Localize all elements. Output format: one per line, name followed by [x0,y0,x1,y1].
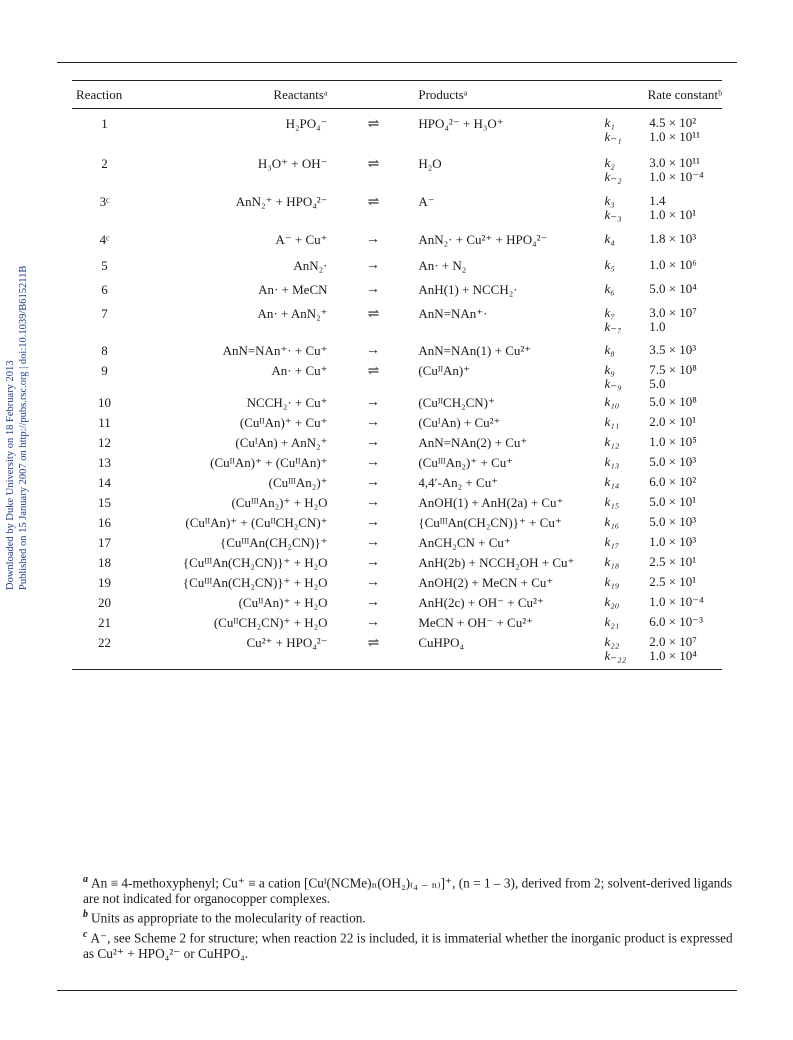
rate-symbol: k₁₇ [604,534,620,549]
rate-symbol: k₁₂ [604,434,620,449]
products-cell: CuHPO₄ [414,631,600,670]
rate-value: 5.0 × 10⁴ [649,281,697,296]
table-row [72,222,722,248]
rate-symbol: k₁₆ [604,514,620,529]
table-row [72,334,722,359]
rate-value-cell [645,359,722,391]
reactants-cell: (CuᴵᴵᴵAn₂)⁺ + H₂O [231,495,328,510]
rate-symbol: k₁₀ [604,394,620,409]
products-cell: (CuᴵᴵCH₂CN)⁺ [418,395,495,410]
reactants-cell: {CuᴵᴵᴵAn(CH₂CN)}⁺ + H₂O [182,575,328,590]
table-row [72,591,722,611]
reaction-number: 1 [101,116,108,131]
rate-value: 5.0 × 10¹ [649,494,697,509]
reaction-arrow: → [365,232,380,247]
rate-symbol-cell [600,431,645,451]
reactants-cell: AnN=NAn⁺· + Cu⁺ [222,343,328,358]
table-row [72,359,722,391]
table-row [72,411,722,431]
rate-symbol-cell [600,144,645,184]
rate-value: 6.0 × 10² [649,474,697,489]
reaction-arrow: → [365,595,380,610]
reaction-number: 13 [98,455,112,470]
rate-symbol-cell [600,611,645,631]
rate-symbol-cell [600,222,645,248]
reaction-table [72,80,722,670]
reactants-cell: NCCH₂· + Cu⁺ [246,395,328,410]
rate-value-cell [645,631,722,670]
reaction-arrow: ⇌ [367,117,379,132]
rate-value: 2.0 × 10¹ [649,414,697,429]
products-cell: 4,4′-An₂ + Cu⁺ [418,475,499,490]
reaction-arrow: ⇌ [367,195,379,210]
header-products: Productsᵃ [414,81,600,109]
reaction-arrow: → [365,615,380,630]
reactants-cell: An· + AnN₂⁺ [257,306,328,321]
rate-value-cell [645,298,722,334]
reactants-cell: H₂PO₄⁻ [285,116,328,131]
rate-symbol: k₄ [604,231,615,246]
table-row [72,391,722,411]
products-cell: AnH(2b) + NCCH₂OH + Cu⁺ [418,555,575,570]
rate-value: 1.0 × 10³ [649,534,697,549]
products-cell: An· + N₂ [418,258,467,273]
table-row [72,611,722,631]
table-row [72,431,722,451]
footnote-c-label: c [83,928,88,940]
reaction-number: 22 [72,631,137,670]
rate-symbol: k₋₉ [604,376,622,391]
rate-value: 1.0 × 10⁻⁴ [649,169,704,184]
rate-symbol: k₋₃ [604,207,622,222]
rate-value-cell [645,451,722,471]
rate-symbol: k₁₄ [604,474,620,489]
rate-value-cell [645,471,722,491]
reaction-arrow: → [365,515,380,530]
rate-symbol-cell [600,334,645,359]
rate-symbol-cell [600,511,645,531]
products-cell: AnOH(2) + MeCN + Cu⁺ [418,575,554,590]
table-row [72,451,722,471]
rate-symbol: k₂₀ [604,594,620,609]
table-row [72,144,722,184]
reaction-arrow: → [365,435,380,450]
rate-symbol-cell [600,591,645,611]
reactants-cell: {CuᴵᴵᴵAn(CH₂CN)}⁺ [220,535,328,550]
reactants-cell: (CuᴵAn) + AnN₂⁺ [235,435,328,450]
footnote-c [83,927,733,962]
table-row [72,511,722,531]
rate-symbol: k₁₈ [604,554,620,569]
table-row [72,298,722,334]
table-header-row [72,81,722,109]
table-row [72,109,722,145]
rate-value: 3.0 × 10¹¹ [649,155,701,170]
rate-value-cell [645,611,722,631]
reaction-arrow: → [365,555,380,570]
rate-symbol-cell [600,631,645,670]
rate-value: 1.4 [649,193,666,208]
footnote-c-text: A⁻, see Scheme 2 for structure; when reaction 22 is included, it is immaterial whether the inorganic product is expressed as Cu²⁺ + HPO₄²⁻ or CuHPO₄. [83,930,733,962]
reaction-number: 21 [98,615,112,630]
reaction-arrow: ⇌ [332,631,415,670]
download-note[interactable]: Downloaded by Duke University on 18 February 2013 [5,360,16,590]
rate-value: 5.0 × 10⁸ [649,394,697,409]
rate-symbol: k₁₉ [604,574,620,589]
rate-symbol-cell [600,411,645,431]
reaction-number: 15 [98,495,112,510]
reaction-number: 14 [98,475,112,490]
reaction-number: 9 [101,363,108,378]
rate-value: 1.8 × 10³ [649,231,697,246]
rate-symbol-cell [600,298,645,334]
reaction-number: 12 [98,435,112,450]
rate-value: 1.0 [649,319,666,334]
rate-symbol: k₁₁ [604,414,620,429]
rate-symbol-cell [600,109,645,145]
rate-symbol-cell [600,184,645,222]
reaction-number: 11 [98,415,111,430]
reaction-arrow: → [365,575,380,590]
table-row [72,631,722,670]
publication-note[interactable]: Published on 15 January 2007 on http://pubs.rsc.org | doi:10.1039/B615211B [18,265,29,590]
reaction-arrow: → [365,455,380,470]
rate-value: 1.0 × 10⁴ [649,648,697,663]
reactants-cell: An· + Cu⁺ [271,363,328,378]
rate-symbol-cell [600,491,645,511]
reaction-arrow: → [365,395,380,410]
reaction-arrow: → [365,258,380,273]
table-row [72,274,722,298]
footnote-a-text: An ≡ 4-methoxyphenyl; Cu⁺ ≡ a cation [Cuᴵ(NCMe)ₙ(OH₂)₍₄ ₋ ₙ₎]⁺, (n = 1 – 3), derived from 2; solvent-derived ligands are not indicated for organocopper complexes. [83,875,733,907]
reaction-arrow: → [365,535,380,550]
rate-symbol: k₁₃ [604,454,620,469]
rate-value: 5.0 × 10³ [649,454,697,469]
reaction-number: 6 [101,282,108,297]
products-cell: (CuᴵAn) + Cu²⁺ [418,415,501,430]
footnote-a [83,872,733,907]
reactants-cell: (CuᴵᴵCH₂CN)⁺ + H₂O [213,615,328,630]
reaction-arrow: → [365,475,380,490]
header-reaction: Reaction [72,81,137,109]
rate-symbol: k₂₂ [604,634,620,649]
products-cell: A⁻ [418,194,435,209]
rate-value-cell [645,591,722,611]
reaction-number: 2 [101,156,108,171]
reactants-cell: An· + MeCN [258,282,328,297]
rate-value: 2.5 × 10¹ [649,554,697,569]
rate-value: 2.5 × 10¹ [649,574,697,589]
table-row [72,551,722,571]
reaction-number: 16 [98,515,112,530]
products-cell: H₂O [418,156,442,171]
rate-symbol-cell [600,274,645,298]
rate-value: 1.0 × 10¹¹ [649,129,701,144]
reaction-number: 4ᶜ [99,232,110,247]
products-cell: AnN₂· + Cu²⁺ + HPO₄²⁻ [418,232,548,247]
rate-value: 1.0 × 10⁻⁴ [649,594,704,609]
rate-value: 1.0 × 10⁶ [649,257,697,272]
table-row [72,571,722,591]
products-cell: AnH(2c) + OH⁻ + Cu²⁺ [418,595,544,610]
rate-value-cell [645,531,722,551]
rate-value: 5.0 × 10³ [649,514,697,529]
rate-value-cell [645,274,722,298]
rate-value-cell [645,431,722,451]
products-cell: (CuᴵᴵᴵAn₂)⁺ + Cu⁺ [418,455,514,470]
rate-symbol: k₆ [604,281,615,296]
header-arrow-spacer [332,81,415,109]
reaction-arrow: ⇌ [367,364,379,379]
products-cell: MeCN + OH⁻ + Cu²⁺ [418,615,533,630]
rate-symbol-cell [600,391,645,411]
rate-value: 3.0 × 10⁷ [649,305,697,320]
rate-symbol: k₁₅ [604,494,620,509]
footnote-b [83,907,733,926]
reaction-arrow: → [365,415,380,430]
reaction-number: 7 [101,306,108,321]
rate-value-cell [645,511,722,531]
reactants-cell: Cu²⁺ + HPO₄²⁻ [137,631,331,670]
rate-symbol: k₁ [604,115,615,130]
rate-symbol: k₋₂₂ [604,648,627,663]
rate-symbol: k₋₂ [604,169,622,184]
rate-value: 6.0 × 10⁻³ [649,614,704,629]
rate-symbol-cell [600,531,645,551]
rate-value-cell [645,551,722,571]
reaction-arrow: → [365,282,380,297]
rate-value: 4.5 × 10² [649,115,697,130]
reaction-arrow: ⇌ [367,157,379,172]
rate-symbol: k₃ [604,193,615,208]
rate-value-cell [645,248,722,274]
rate-symbol-cell [600,571,645,591]
rate-symbol-cell [600,451,645,471]
reaction-number: 17 [98,535,112,550]
rate-symbol-cell [600,471,645,491]
rate-symbol: k₉ [604,362,615,377]
reaction-number: 20 [98,595,112,610]
rate-value: 5.0 [649,376,666,391]
rate-symbol: k₅ [604,257,615,272]
products-cell: {CuᴵᴵᴵAn(CH₂CN)}⁺ + Cu⁺ [418,515,562,530]
reaction-number: 10 [98,395,112,410]
footnote-a-label: a [83,874,88,885]
rate-value: 2.0 × 10⁷ [649,634,697,649]
rate-value: 7.5 × 10⁸ [649,362,697,377]
rate-value-cell [645,391,722,411]
rate-symbol: k₂ [604,155,615,170]
products-cell: HPO₄²⁻ + H₃O⁺ [418,116,504,131]
products-cell: AnCH₂CN + Cu⁺ [418,535,511,550]
reaction-arrow: → [365,495,380,510]
footnote-b-text: Units as appropriate to the molecularity of reaction. [91,910,366,926]
rate-symbol-cell [600,359,645,391]
products-cell: AnH(1) + NCCH₂· [418,282,518,297]
rate-value: 3.5 × 10³ [649,342,697,357]
rate-value-cell [645,144,722,184]
reactants-cell: A⁻ + Cu⁺ [275,232,328,247]
sidebar-provenance [4,265,34,920]
reaction-number: 18 [98,555,112,570]
reactants-cell: (CuᴵᴵAn)⁺ + (CuᴵᴵCH₂CN)⁺ [185,515,328,530]
rate-value-cell [645,334,722,359]
reactants-cell: (CuᴵᴵAn)⁺ + Cu⁺ [239,415,328,430]
reactants-cell: AnN₂⁺ + HPO₄²⁻ [235,194,328,209]
products-cell: AnN=NAn⁺· [418,306,488,321]
reactants-cell: {CuᴵᴵᴵAn(CH₂CN)}⁺ + H₂O [182,555,328,570]
footnotes [83,872,733,962]
header-rate-constant: Rate constantᵇ [600,81,722,109]
footnote-b-label: b [83,909,88,921]
table-row [72,248,722,274]
reaction-arrow: ⇌ [367,307,379,322]
rate-symbol: k₋₁ [604,129,622,144]
header-reactants: Reactantsᵃ [137,81,331,109]
table-row [72,471,722,491]
rate-symbol-cell [600,551,645,571]
rate-value-cell [645,109,722,145]
reactants-cell: H₃O⁺ + OH⁻ [257,156,328,171]
rate-symbol: k₈ [604,342,615,357]
rate-value-cell [645,411,722,431]
table-row [72,491,722,511]
reactants-cell: (CuᴵᴵAn)⁺ + (CuᴵᴵAn)⁺ [210,455,328,470]
table-row [72,531,722,551]
table-row [72,184,722,222]
products-cell: AnN=NAn(1) + Cu²⁺ [418,343,532,358]
reaction-number: 5 [101,258,108,273]
rate-symbol: k₋₇ [604,319,622,334]
reaction-number: 8 [101,343,108,358]
reactants-cell: (CuᴵᴵᴵAn₂)⁺ [268,475,328,490]
rate-value: 1.0 × 10¹ [649,207,697,222]
rate-value-cell [645,491,722,511]
products-cell: (CuᴵᴵAn)⁺ [418,363,471,378]
table-body [72,109,722,670]
products-cell: AnOH(1) + AnH(2a) + Cu⁺ [418,495,564,510]
reactants-cell: AnN₂· [293,258,328,273]
rate-value: 1.0 × 10⁵ [649,434,697,449]
bottom-rule [57,990,737,991]
reactants-cell: (CuᴵᴵAn)⁺ + H₂O [238,595,328,610]
rate-symbol: k₂₁ [604,614,620,629]
reaction-number: 19 [98,575,112,590]
reaction-arrow: → [365,343,380,358]
reaction-number: 3ᶜ [99,194,110,209]
rate-value-cell [645,184,722,222]
rate-value-cell [645,222,722,248]
rate-symbol: k₇ [604,305,615,320]
top-rule [57,62,737,63]
rate-symbol-cell [600,248,645,274]
rate-value-cell [645,571,722,591]
products-cell: AnN=NAn(2) + Cu⁺ [418,435,528,450]
